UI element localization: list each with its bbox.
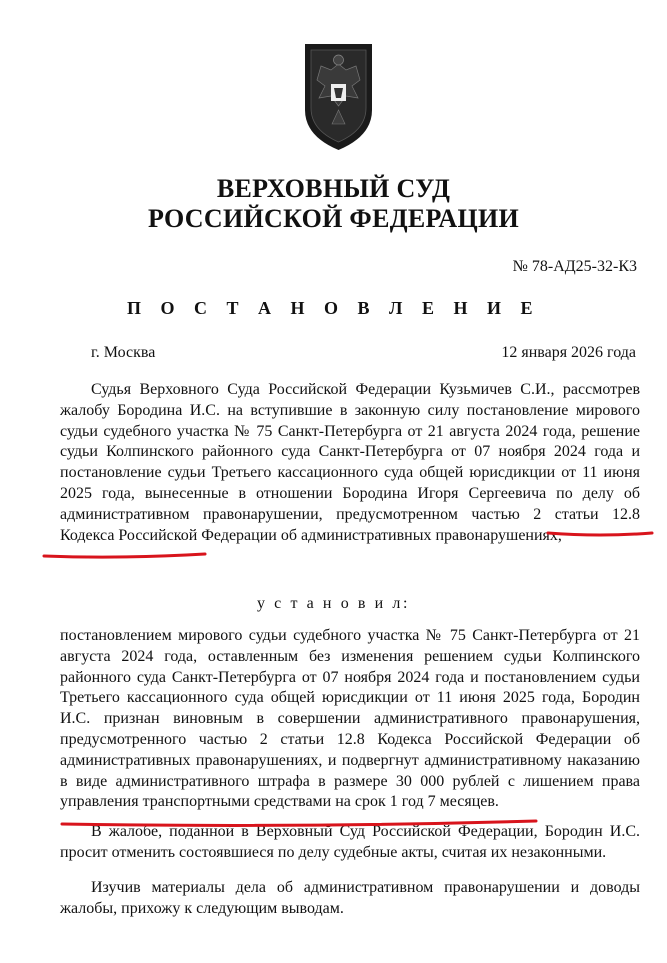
established-heading: у с т а н о в и л: <box>256 595 411 612</box>
complaint-paragraph: В жалобе, поданной в Верховный Суд Российской Федерации, Бородин И.С. просит отменить состоявшиеся по делу судебные акты, считая их незаконными. <box>60 823 640 861</box>
underline-article-number <box>44 554 205 557</box>
coat-of-arms-emblem <box>301 40 376 152</box>
court-name-line1: ВЕРХОВНЫЙ СУД <box>216 174 451 203</box>
study-paragraph: Изучив материалы дела об административном правонарушении и доводы жалобы, прихожу к следующим выводам. <box>60 879 640 917</box>
findings-paragraph: постановлением мирового судьи судебного участка № 75 Санкт-Петербурга от 21 августа 2024 года, оставленным без изменения решением судьи Колпинского районного суда Санкт-Петербурга от 07 ноября 2024 года и постановлением судьи Третьего кассационного суда общей юрисдикции от 11 июня 2025 года, Бородин И.С. признан виновным в совершении административного правонарушения, предусмотренного частью 2 статьи 12.8 Кодекса Российской Федерации об административных правонарушениях, и подвергнут административному наказанию в виде административного штрафа в размере 30 000 рублей с лишением права управления транспортными средствами на срок 1 год 7 месяцев. <box>60 627 640 811</box>
city: г. Москва <box>91 344 156 361</box>
case-number: № 78-АД25-32-К3 <box>512 258 637 275</box>
document-type-heading: П О С Т А Н О В Л Е Н И Е <box>127 298 540 318</box>
intro-paragraph: Судья Верховного Суда Российской Федерации Кузьмичев С.И., рассмотрев жалобу Бородина И.С. на вступившие в законную силу постановление мирового судьи судебного участка № 75 Санкт-Петербурга от 21 августа 2024 года, решение судьи Колпинского районного суда Санкт-Петербурга от 07 ноября 2024 года и постановление судьи Третьего кассационного суда общей юрисдикции от 11 июня 2025 года, вынесенные в отношении Бородина Игоря Сергеевича по делу об административном правонарушении, предусмотренном частью 2 статьи 12.8 Кодекса Российской Федерации об административных правонарушениях, <box>60 381 640 544</box>
document-date: 12 января 2026 года <box>501 344 636 361</box>
court-name-line2: РОССИЙСКОЙ ФЕДЕРАЦИИ <box>147 204 520 233</box>
